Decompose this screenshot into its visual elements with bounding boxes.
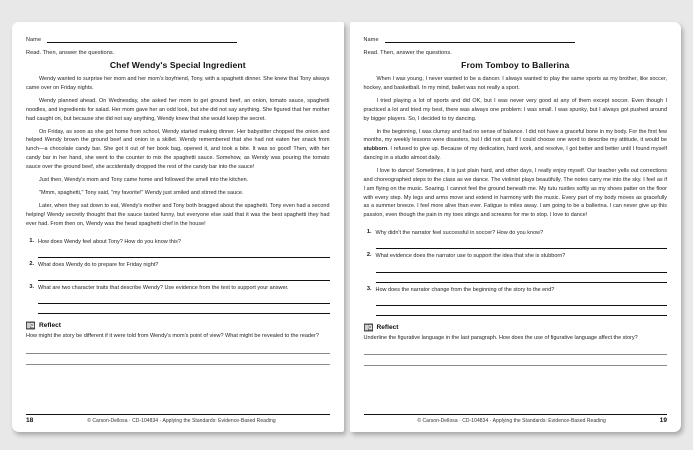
question-number: 3. <box>29 284 34 291</box>
name-write-line[interactable] <box>47 36 237 43</box>
reflect-title: Reflect <box>376 323 399 331</box>
passage-paragraph: Wendy wanted to surprise her mom and her mom's boyfriend, Tony, with a spaghetti dinner. She knew that Tony always came over on Friday nights. <box>26 76 330 91</box>
question-item <box>364 252 668 282</box>
copyright-text: © Carson-Dellosa · CD-104834 · Applying the Standards: Evidence-Based Reading <box>417 417 606 424</box>
page-number: 19 <box>659 417 667 424</box>
answer-line[interactable] <box>38 248 330 258</box>
name-label: Name <box>26 37 42 43</box>
question-item <box>26 261 330 281</box>
worksheet-page-right <box>350 22 682 432</box>
answer-line[interactable] <box>376 296 668 306</box>
page-footer <box>26 414 330 424</box>
instructions: Read. Then, answer the questions. <box>26 50 115 56</box>
question-number: 2. <box>29 260 34 267</box>
question-item <box>364 229 668 249</box>
reflect-prompt: Underline the figurative language in the last paragraph. How does the use of figurative language affect the story? <box>363 334 638 341</box>
page-spacer <box>364 366 668 414</box>
name-row <box>26 36 330 43</box>
passage-title: Chef Wendy's Special Ingredient <box>109 60 246 70</box>
answer-line[interactable] <box>376 273 668 283</box>
passage-paragraph: Later, when they sat down to eat, Wendy's mother and Tony both bragged about the spaghetti. Tony even had a second helping! Wendy secretly thought that the sauce tasted funny, but everyone else said that it was the best spaghetti they had ever had. From then on, Wendy was the head spaghetti chef in the house! <box>26 202 330 227</box>
instructions: Read. Then, answer the questions. <box>363 50 452 56</box>
question-number: 3. <box>366 285 372 292</box>
reflect-answer-line[interactable] <box>364 355 668 366</box>
page-spacer <box>26 365 330 414</box>
page-footer <box>364 414 668 424</box>
reflect-answer-line[interactable] <box>26 343 330 354</box>
question-number: 1. <box>366 229 372 236</box>
reflect-section <box>364 323 668 367</box>
question-number: 2. <box>366 252 372 259</box>
question-text: What does Wendy do to prepare for Friday night? <box>38 261 159 268</box>
question-text: What are two character traits that describe Wendy? Use evidence from the text to support your answer. <box>38 285 289 292</box>
question-text: How does Wendy feel about Tony? How do you know this? <box>38 238 181 245</box>
question-text: How does the narrator change from the beginning of the story to the end? <box>375 286 555 293</box>
passage-title: From Tomboy to Ballerina <box>461 60 570 70</box>
questions-list <box>26 238 330 318</box>
passage-paragraph: I love to dance! Sometimes, it is just plain hard, and other days, I really enjoy myself. Our teacher yells out corrections and choreographed steps to the class as we dance. The violinist plays beautifully. The notes carry me into the sky. I feel as if I am flying on the music. Soaring. I cannot feel the ground beneath me. My tutu rustles softly as my shoes patter on the floor with every step. My legs and arms move and extend in harmony with the music. Every part of my body moves as gracefully as a summer breeze. I feel more alive than ever. Fatigue is miles away. I am going to be a ballerina. I can never give up this passion, even though the pain in my toes stings and screams for me to stop. I love to dance! <box>363 168 667 219</box>
reflect-answer-line[interactable] <box>364 344 668 355</box>
reflect-book-icon <box>26 321 35 330</box>
question-item <box>364 286 668 316</box>
reflect-answer-line[interactable] <box>26 354 330 365</box>
questions-list <box>364 229 668 319</box>
passage-paragraph: I tried playing a lot of sports and did OK, but I was never very good at any of them except soccer. Even though I practiced a lot and tried my best, there was always one problem: I was small. I was spunky, but I always got pushed around by bigger players. So, I decided to try dancing. <box>363 97 667 122</box>
passage-paragraph: Just then, Wendy's mom and Tony came home and followed the smell into the kitchen. <box>39 176 249 183</box>
name-label: Name <box>363 37 379 43</box>
reflect-title: Reflect <box>39 322 61 330</box>
question-item <box>26 238 330 258</box>
answer-line[interactable] <box>376 263 668 273</box>
passage-paragraph: Wendy planned ahead. On Wednesday, she asked her mom to get ground beef, an onion, tomato sauce, spaghetti noodles, and ingredients for salad. Her mom gave her an odd look, but she did not say anything. She figured that her mother had caught on, but because she did not say anything, Wendy knew that she would keep the secret. <box>26 97 330 122</box>
question-text: What evidence does the narrator use to support the idea that she is stubborn? <box>375 253 566 260</box>
reflect-header <box>364 323 668 332</box>
answer-line[interactable] <box>38 294 330 304</box>
answer-line[interactable] <box>38 271 330 281</box>
page-number: 18 <box>26 417 34 424</box>
question-item <box>26 284 330 314</box>
reflect-prompt: How might the story be different if it were told from Wendy's mom's point of view? What might be revealed to the reader? <box>26 333 319 340</box>
reflect-book-icon <box>364 323 373 332</box>
reflect-header <box>26 321 330 330</box>
reflect-section <box>26 321 330 365</box>
passage-paragraph: "Mmm, spaghetti," Tony said, "my favorite!" Wendy just smiled and stirred the sauce. <box>39 189 244 196</box>
passage-paragraph: When I was young, I never wanted to be a dancer. I always wanted to play the same sports as my brother, like soccer, hockey, and basketball. In my mind, ballet was not really a sport. <box>363 76 667 91</box>
worksheet-page-left <box>12 22 344 432</box>
question-number: 1. <box>29 237 34 244</box>
passage-paragraph: In the beginning, I was clumsy and had no sense of balance. I did not have a graceful bone in my body. For the first few months, my weekly lessons were disasters, but I did not quit. If I could choose one word to describe my attitude, it would be stubborn. I refused to give up. Because of my dedication, hard work, and resolve, I got better and better until I found myself dancing in a studio almost daily. <box>363 128 667 161</box>
answer-line[interactable] <box>376 306 668 316</box>
name-row <box>364 36 668 43</box>
question-text: Why didn't the narrator feel successful in soccer? How do you know? <box>375 230 544 237</box>
copyright-text: © Carson-Dellosa · CD-104834 · Applying the Standards: Evidence-Based Reading <box>87 417 276 424</box>
answer-line[interactable] <box>376 239 668 249</box>
answer-line[interactable] <box>38 304 330 314</box>
passage-body <box>364 75 668 224</box>
passage-body <box>26 75 330 233</box>
name-write-line[interactable] <box>385 36 575 43</box>
passage-paragraph: On Friday, as soon as she got home from school, Wendy started making dinner. Her babysitter chopped the onion and helped Wendy brown the ground beef and onion in a skillet. Wendy remembered that she had not eaten her snack from lunch—a chocolate candy bar. She got it out of her book bag, opened it, and took a bite. It was so good! Then, with her candy bar in her hand, she went to the counter to mix the spaghetti sauce. Somehow, as Wendy was pouring the tomato sauce over the ground beef, she accidentally dropped the rest of the candy bar into the sauce! <box>26 128 330 170</box>
